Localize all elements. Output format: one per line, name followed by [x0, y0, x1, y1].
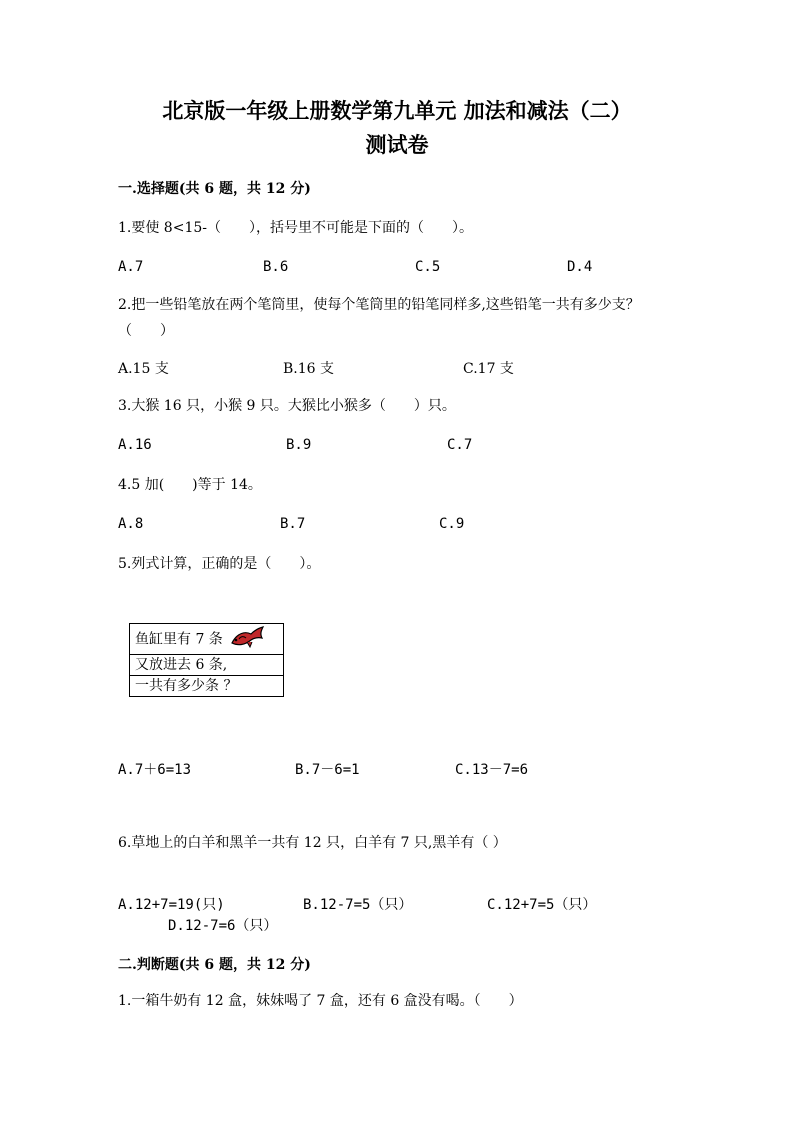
question-2: 2.把一些铅笔放在两个笔筒里，使每个笔筒里的铅笔同样多,这些铅笔一共有多少支？（ ） — [118, 297, 640, 339]
q2-option-b[interactable]: B.16 支 — [283, 361, 335, 377]
q6-option-d[interactable]: D.12-7=6（只） — [168, 918, 278, 934]
table-row — [130, 624, 284, 655]
q5-option-a[interactable]: A.7＋6=13 — [118, 762, 192, 778]
q1-option-a[interactable]: A.7 — [118, 259, 144, 275]
question-1: 1.要使 8<15-（ ），括号里不可能是下面的（ ）。 — [118, 220, 473, 236]
section-heading-judge: 二.判断题(共 6 题，共 12 分) — [118, 957, 311, 973]
page-title: 北京版一年级上册数学第九单元 加法和减法（二） — [162, 98, 632, 123]
q5-option-c[interactable]: C.13－7=6 — [455, 762, 529, 778]
q3-option-a[interactable]: A.16 — [118, 437, 152, 453]
question-3: 3.大猴 16 只，小猴 9 只。大猴比小猴多（ ）只。 — [118, 398, 456, 414]
fish-icon — [229, 625, 265, 654]
q4-option-b[interactable]: B.7 — [280, 516, 306, 532]
q3-option-c[interactable]: C.7 — [447, 437, 473, 453]
fish-table-line-3: 一共有多少条 ？ — [130, 676, 284, 697]
q6-option-c[interactable]: C.12+7=5（只） — [487, 897, 597, 913]
section-heading-choice: 一.选择题(共 6 题，共 12 分) — [118, 181, 311, 197]
fish-table-line-2: 又放进去 6 条, — [130, 655, 284, 676]
q6-option-b[interactable]: B.12-7=5（只） — [303, 897, 413, 913]
q4-option-c[interactable]: C.9 — [439, 516, 465, 532]
table-row — [130, 676, 284, 697]
q6-option-a[interactable]: A.12+7=19(只) — [118, 897, 225, 913]
table-row — [130, 655, 284, 676]
fish-table-line-1: 鱼缸里有 7 条 — [135, 631, 223, 647]
page-subtitle: 测试卷 — [365, 132, 429, 157]
q2-option-a[interactable]: A.15 支 — [118, 361, 169, 377]
q1-option-d[interactable]: D.4 — [567, 259, 593, 275]
q2-option-c[interactable]: C.17 支 — [463, 361, 514, 377]
q1-option-c[interactable]: C.5 — [415, 259, 441, 275]
q3-option-b[interactable]: B.9 — [286, 437, 312, 453]
q4-option-a[interactable]: A.8 — [118, 516, 144, 532]
question-4: 4.5 加( )等于 14。 — [118, 477, 262, 493]
question-6: 6.草地上的白羊和黑羊一共有 12 只，白羊有 7 只,黑羊有（ ） — [118, 835, 507, 851]
fish-problem-table — [129, 623, 284, 697]
table-cell — [130, 624, 284, 655]
question-5: 5.列式计算，正确的是（ ）。 — [118, 556, 321, 572]
q1-option-b[interactable]: B.6 — [263, 259, 289, 275]
judge-question-1: 1.一箱牛奶有 12 盒，妹妹喝了 7 盒，还有 6 盒没有喝。（ ） — [118, 993, 523, 1009]
q5-option-b[interactable]: B.7－6=1 — [295, 762, 360, 778]
